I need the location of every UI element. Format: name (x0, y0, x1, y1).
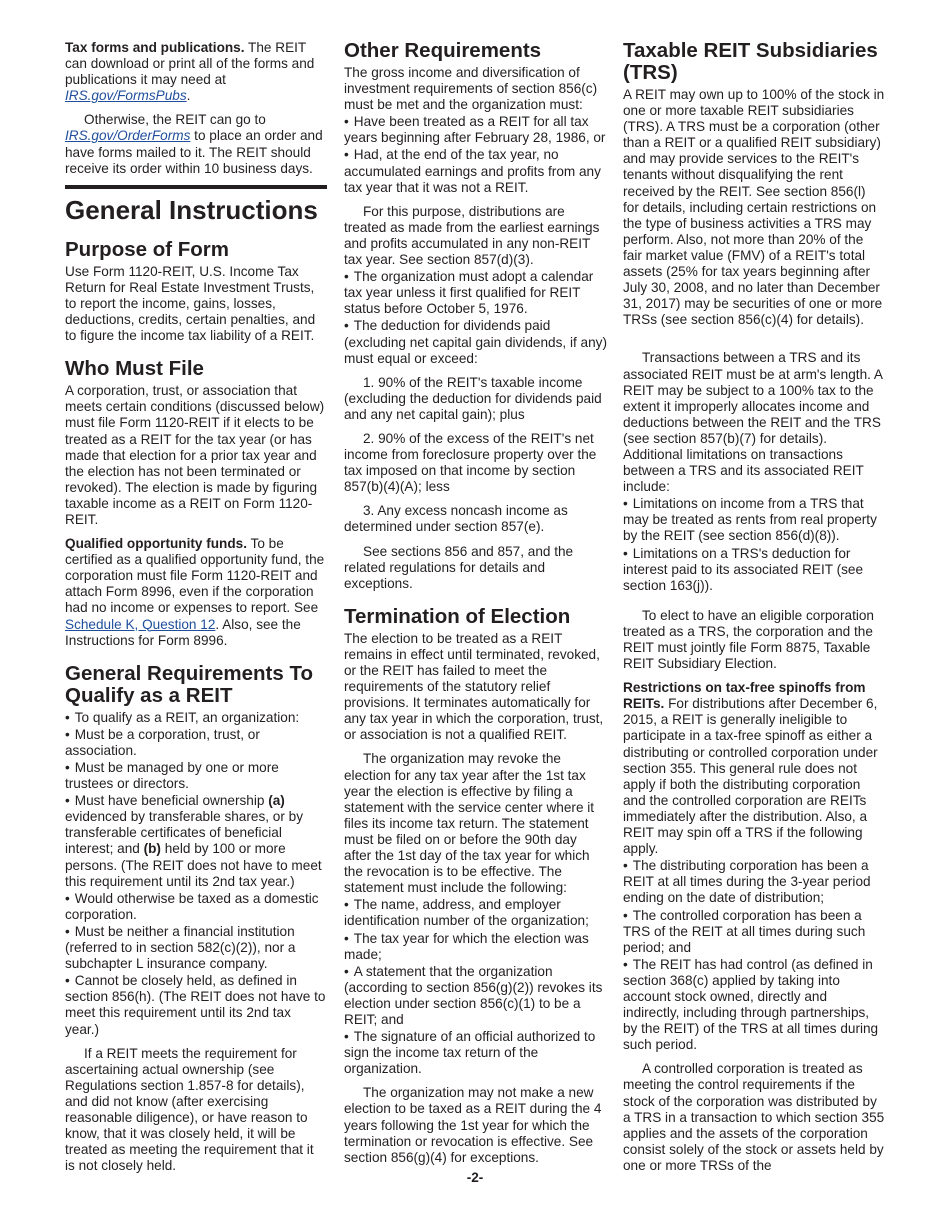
qof-paragraph: Qualified opportunity funds. To be certified as a qualified opportunity fund, the corporation must file Form 1120-REIT and attach Form 8996, even if the corporation had no income or expenses to report. See Schedule K, Question 12. Also, see the Instructions for Form 8996. (65, 536, 325, 648)
other-intro: The gross income and diversification of investment requirements of section 856(c) must be met and the organization must: (344, 65, 598, 113)
column-3 (623, 40, 885, 1182)
closely-held-paragraph: If a REIT meets the requirement for ascertaining actual ownership (see Regulations section 1.857-8 for details), and did not know (after exercising reasonable diligence), or have reason to know, that it was closely held, it will be treated as meeting the requirement that it is not closely held. (65, 1045, 314, 1174)
other-requirements-heading: Other Requirements (344, 39, 542, 62)
gen-req-intro: • To qualify as a REIT, an organization: (65, 710, 327, 726)
revoke-bullet-1: • The name, address, and employer identification number of the organization; (344, 897, 607, 929)
purpose-heading: Purpose of Form (65, 237, 230, 261)
numbered-item-1: 1. 90% of the REIT's taxable income (excluding the deduction for dividends paid and any net capital gain); plus (344, 374, 602, 422)
other-bullet-2: • Had, at the end of the tax year, no accumulated earnings and profits from any tax year that it was not a REIT. (344, 147, 607, 195)
see-sections-paragraph: See sections 856 and 857, and the related regulations for details and exceptions. (344, 543, 574, 591)
trs-paragraph: A REIT may own up to 100% of the stock in one or more taxable REIT subsidiaries (TRS). A TRS must be a corporation (other than a REIT or a qualified REIT subsidiary) and may provide services to the REIT's tenants without disqualifying the rent received by the REIT. See section 856(l) for details, including certain restrictions on the type of business activities a TRS may perform. Also, not more than 20% of the fair market value (FMV) of a REIT's total assets (25% for tax years beginning after July 30, 2008, and no later than December 31, 2017) may be securities of one or more TRSs (see section 856(c)(4) for details). (623, 87, 885, 328)
termination-paragraph: The election to be treated as a REIT remains in effect until terminated, revoked, or the REIT has failed to meet the requirements of the statutory relief provisions. It terminates automatically for any tax year in which the corporation, trust, or association is not a qualified REIT. (344, 630, 604, 743)
revoke-bullet-4: • The signature of an official authorized to sign the income tax return of the organization. (344, 1029, 607, 1077)
transactions-paragraph: Transactions between a TRS and its associated REIT must be at arm's length. A REIT may be subject to a 100% tax to the extent it improperly allocates income and deductions between the REIT and the TRS (see section 857(b)(7) for details). Additional limitations on transactions between a TRS and its associated REIT include: (623, 350, 883, 495)
revoke-paragraph: The organization may revoke the election for any tax year after the 1st tax year the election is effective by filing a statement with the service center where it files its income tax return. The statement must be filed on or before the 90th day after the 1st day of the tax year for which the revocation is to be effective. The statement must include the following: (344, 751, 595, 896)
revoke-bullet-3: • A statement that the organization (according to section 856(g)(2)) revokes its election under section 856(c)(1) to be a REIT; and (344, 964, 607, 1028)
spinoff-bullet-3: • The REIT has had control (as defined in section 368(c) applied by taking into account stock owned, directly and indirectly, including through partnerships, by the REIT) of the TRS at all times during such period. (623, 957, 885, 1054)
req-bullet-4: • Would otherwise be taxed as a domestic corporation. (65, 891, 327, 923)
numbered-item-3: 3. Any excess noncash income as determined under section 857(e). (344, 503, 568, 535)
other-bullet-4: • The deduction for dividends paid (excluding net capital gain dividends, if any) must equal or exceed: (344, 318, 607, 366)
tax-forms-heading: Tax forms and publications. (65, 40, 245, 55)
purpose-paragraph: Use Form 1120-REIT, U.S. Income Tax Return for Real Estate Investment Trusts, to report the income, gains, losses, deductions, credits, certain penalties, and to figure the income tax liability of a REIT. (65, 263, 316, 344)
order-forms-paragraph: Otherwise, the REIT can go to IRS.gov/OrderForms to place an order and have forms mailed to it. The REIT should receive its order within 10 business days. (65, 112, 323, 176)
general-instructions-heading: General Instructions (65, 185, 327, 225)
req-bullet-5: • Must be neither a financial institution (referred to in section 582(c)(2)), nor a subchapter L insurance company. (65, 924, 327, 972)
req-bullet-6: • Cannot be closely held, as defined in section 856(h). (The REIT does not have to meet this requirement until its 2nd tax year.) (65, 973, 327, 1037)
column-2 (344, 40, 607, 1174)
other-bullet-1: • Have been treated as a REIT for all tax years beginning after February 28, 1986, or (344, 114, 607, 146)
numbered-item-2: 2. 90% of the excess of the REIT's net income from foreclosure property over the tax imposed on that income by section 857(b)(4)(A); less (344, 430, 597, 495)
limitation-bullet-1: • Limitations on income from a TRS that may be treated as rents from real property by the REIT (see section 856(d)(8)). (623, 496, 885, 544)
elect-paragraph: To elect to have an eligible corporation treated as a TRS, the corporation and the REIT must jointly file Form 8875, Taxable REIT Subsidiary Election. (623, 607, 874, 672)
tax-forms-paragraph: Tax forms and publications. The REIT can download or print all of the forms and publications it may need at IRS.gov/FormsPubs. (65, 40, 315, 104)
distributions-paragraph: For this purpose, distributions are treated as made from the earliest earnings and profits accumulated in any non-REIT tax year. See section 857(d)(3). (344, 203, 600, 268)
termination-heading: Termination of Election (344, 604, 571, 628)
formspubs-link[interactable]: IRS.gov/FormsPubs (65, 88, 187, 104)
controlled-corp-paragraph: A controlled corporation is treated as meeting the control requirements if the stock of the corporation was distributed by a TRS in a transaction to which section 355 applies and the assets of the corporation consist solely of the stock or assets held by one or more TRSs of the (623, 1061, 885, 1173)
column-1 (65, 40, 327, 1182)
req-bullet-3: • Must have beneficial ownership (a) evidenced by transferable shares, or by transferable certificates of beneficial interest; and (b) held by 100 or more persons. (The REIT does not have to meet this requirement until its 2nd tax year.) (65, 793, 327, 890)
spinoff-bullet-1: • The distributing corporation has been a REIT at all times during the 3-year period ending on the date of distribution; (623, 858, 885, 906)
page-number: -2- (466, 1170, 484, 1185)
who-must-file-paragraph: A corporation, trust, or association that meets certain conditions (discussed below) must file Form 1120-REIT if it elects to be treated as a REIT for the tax year (or has made that election for a prior tax year and the election has not been terminated or revoked). The election is made by figuring taxable income as a REIT on Form 1120-REIT. (65, 383, 325, 527)
req-bullet-1: • Must be a corporation, trust, or association. (65, 727, 327, 759)
req-bullet-2: • Must be managed by one or more trustees or directors. (65, 760, 327, 792)
spinoff-paragraph: Restrictions on tax-free spinoffs from REITs. For distributions after December 6, 2015, a REIT is generally ineligible to participate in a tax-free spinoff as either a distributing or controlled corporation under section 355. This general rule does not apply if both the distributing corporation and the controlled corporation are REITs immediately after the distribution. Also, a REIT may spin off a TRS if the following apply. (623, 680, 878, 857)
other-bullet-3: • The organization must adopt a calendar tax year unless it first qualified for REIT status before October 5, 1976. (344, 269, 607, 317)
new-election-paragraph: The organization may not make a new election to be taxed as a REIT during the 4 years following the 1st year for which the termination or revocation is effective. See section 856(g)(4) for exceptions. (344, 1085, 602, 1165)
revoke-bullet-2: • The tax year for which the election was made; (344, 931, 607, 963)
trs-heading: Taxable REIT Subsidiaries (TRS) (623, 39, 878, 84)
spinoff-bullet-2: • The controlled corporation has been a TRS of the REIT at all times during such period; and (623, 908, 885, 956)
who-must-file-heading: Who Must File (65, 357, 204, 381)
orderforms-link[interactable]: IRS.gov/OrderForms (65, 128, 191, 144)
schedule-k-link[interactable]: Schedule K, Question 12 (65, 616, 216, 632)
general-requirements-heading: General Requirements To Qualify as a REIT (65, 661, 313, 707)
limitation-bullet-2: • Limitations on a TRS's deduction for interest paid to its associated REIT (see section 163(j)). (623, 546, 885, 594)
